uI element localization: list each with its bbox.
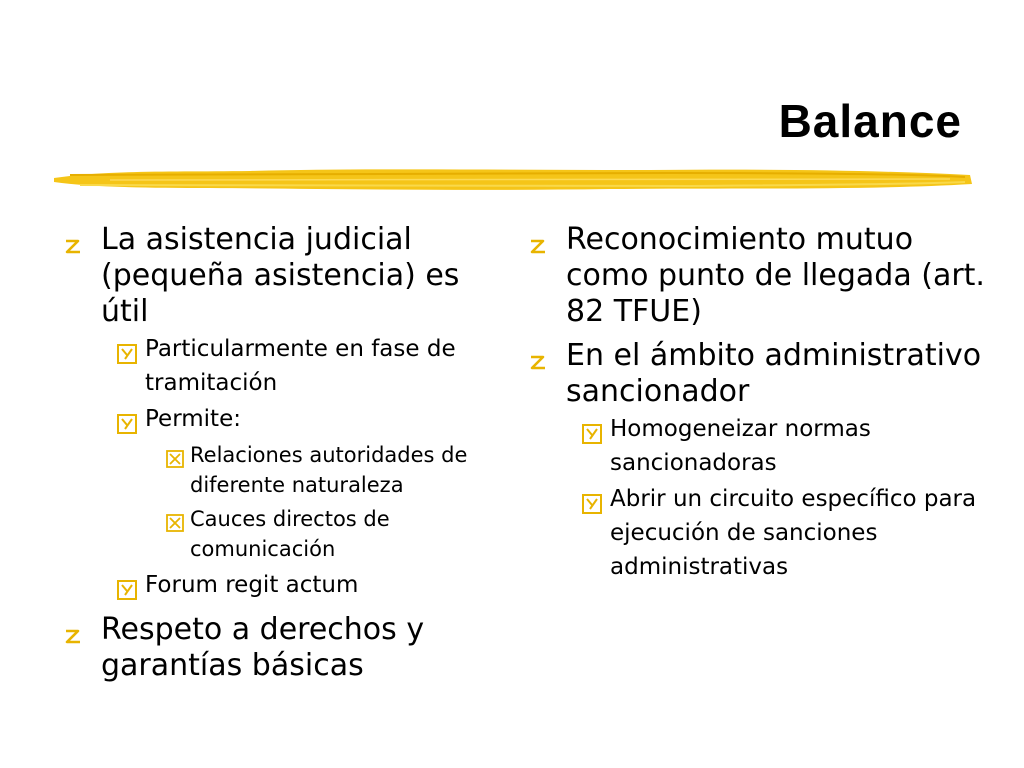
list-item	[166, 440, 502, 500]
list-item	[62, 612, 502, 684]
bullet-text: Homogeneizar normas sancionadoras	[610, 416, 871, 476]
list-item	[527, 338, 997, 584]
bullet-text: Cauces directos de comunicación	[190, 507, 390, 561]
x-box-bullet-icon	[166, 446, 184, 464]
z-bullet-icon	[62, 620, 84, 642]
bullet-text: Abrir un circuito específico para ejecución de sanciones administrativas	[610, 486, 977, 580]
left-column	[62, 222, 502, 692]
bullet-text: Reconocimiento mutuo como punto de llegada (art. 82 TFUE)	[566, 222, 985, 329]
list-item	[62, 222, 502, 602]
list-item	[582, 412, 997, 480]
checkbox-bullet-icon	[117, 576, 137, 596]
right-column	[527, 222, 997, 594]
list-item	[117, 568, 502, 602]
slide-title: Balance	[778, 95, 962, 147]
bullet-text: En el ámbito administrativo sancionador	[566, 338, 982, 409]
list-item	[582, 482, 997, 584]
bullet-text: Particularmente en fase de tramitación	[145, 336, 456, 396]
bullet-text: La asistencia judicial (pequeña asistencia) es útil	[101, 222, 460, 329]
checkbox-bullet-icon	[582, 420, 602, 440]
bullet-text: Relaciones autoridades de diferente naturaleza	[190, 443, 468, 497]
checkbox-bullet-icon	[582, 490, 602, 510]
bullet-text: Respeto a derechos y garantías básicas	[101, 612, 425, 683]
checkbox-bullet-icon	[117, 340, 137, 360]
bullet-text: Permite:	[145, 406, 241, 432]
list-item	[166, 504, 502, 564]
z-bullet-icon	[62, 230, 84, 252]
list-item	[117, 332, 502, 400]
x-box-bullet-icon	[166, 510, 184, 528]
z-bullet-icon	[527, 346, 549, 368]
highlighter-stroke	[50, 158, 975, 198]
bullet-text: Forum regit actum	[145, 572, 359, 598]
z-bullet-icon	[527, 230, 549, 252]
list-item	[117, 402, 502, 564]
checkbox-bullet-icon	[117, 410, 137, 430]
list-item	[527, 222, 997, 330]
